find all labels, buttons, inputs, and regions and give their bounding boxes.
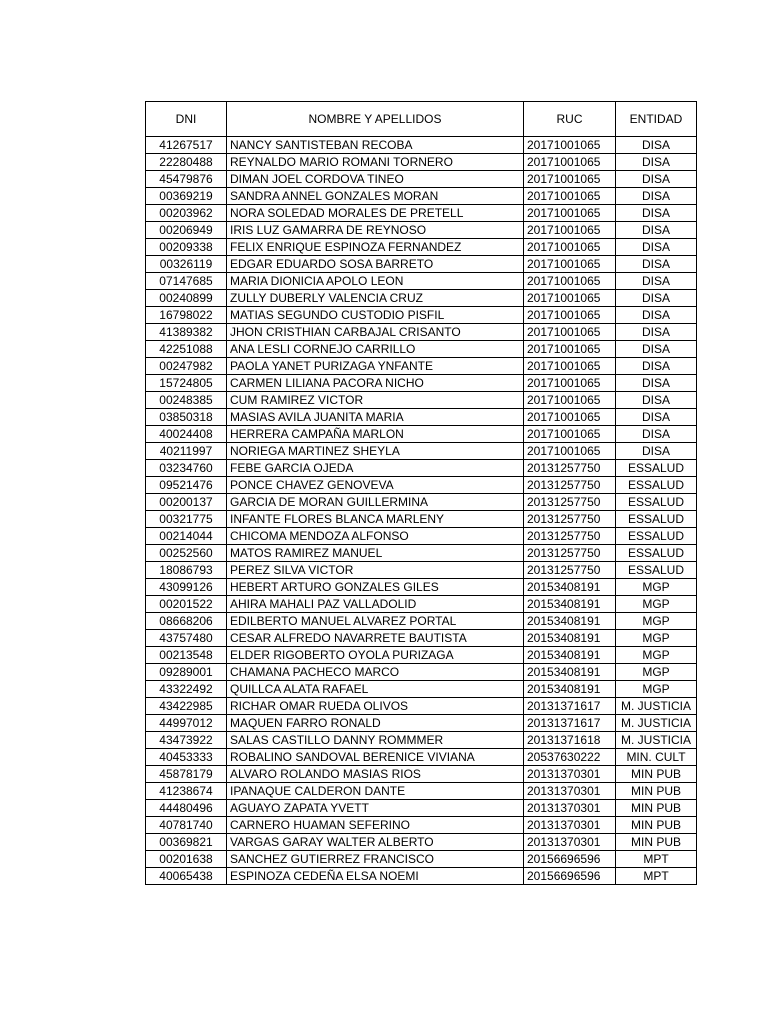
dni-cell: 00321775 — [146, 511, 227, 528]
entidad-cell: DISA — [616, 375, 697, 392]
dni-cell: 43422985 — [146, 698, 227, 715]
dni-cell: 00240899 — [146, 290, 227, 307]
ruc-cell: 20131257750 — [524, 477, 616, 494]
name-cell: IRIS LUZ GAMARRA DE REYNOSO — [227, 222, 524, 239]
entidad-cell: DISA — [616, 341, 697, 358]
ruc-cell: 20131370301 — [524, 766, 616, 783]
dni-cell: 40211997 — [146, 443, 227, 460]
table-row — [146, 154, 697, 171]
ruc-cell: 20131257750 — [524, 528, 616, 545]
dni-cell: 40453333 — [146, 749, 227, 766]
table-row — [146, 528, 697, 545]
dni-cell: 08668206 — [146, 613, 227, 630]
ruc-cell: 20153408191 — [524, 664, 616, 681]
ruc-cell: 20153408191 — [524, 613, 616, 630]
name-cell: HEBERT ARTURO GONZALES GILES — [227, 579, 524, 596]
dni-cell: 41238674 — [146, 783, 227, 800]
table-row — [146, 664, 697, 681]
name-cell: VARGAS GARAY WALTER ALBERTO — [227, 834, 524, 851]
dni-cell: 00200137 — [146, 494, 227, 511]
dni-cell: 41267517 — [146, 137, 227, 154]
ruc-cell: 20153408191 — [524, 596, 616, 613]
table-row — [146, 290, 697, 307]
table-row — [146, 630, 697, 647]
table-row — [146, 851, 697, 868]
header-entidad: ENTIDAD — [616, 102, 697, 137]
ruc-cell: 20171001065 — [524, 256, 616, 273]
name-cell: ESPINOZA CEDEÑA ELSA NOEMI — [227, 868, 524, 885]
table-row — [146, 613, 697, 630]
dni-cell: 44997012 — [146, 715, 227, 732]
ruc-cell: 20171001065 — [524, 239, 616, 256]
ruc-cell: 20131370301 — [524, 800, 616, 817]
name-cell: PEREZ SILVA VICTOR — [227, 562, 524, 579]
table-row — [146, 222, 697, 239]
entidad-cell: ESSALUD — [616, 562, 697, 579]
entidad-cell: DISA — [616, 290, 697, 307]
entidad-cell: MIN PUB — [616, 834, 697, 851]
ruc-cell: 20131257750 — [524, 511, 616, 528]
name-cell: SANDRA ANNEL GONZALES MORAN — [227, 188, 524, 205]
dni-cell: 45479876 — [146, 171, 227, 188]
name-cell: HERRERA CAMPAÑA MARLON — [227, 426, 524, 443]
ruc-cell: 20171001065 — [524, 443, 616, 460]
name-cell: REYNALDO MARIO ROMANI TORNERO — [227, 154, 524, 171]
table-row — [146, 477, 697, 494]
ruc-cell: 20171001065 — [524, 222, 616, 239]
entidad-cell: DISA — [616, 392, 697, 409]
dni-cell: 22280488 — [146, 154, 227, 171]
dni-cell: 40024408 — [146, 426, 227, 443]
table-row — [146, 834, 697, 851]
name-cell: NANCY SANTISTEBAN RECOBA — [227, 137, 524, 154]
name-cell: ELDER RIGOBERTO OYOLA PURIZAGA — [227, 647, 524, 664]
dni-cell: 41389382 — [146, 324, 227, 341]
dni-cell: 03850318 — [146, 409, 227, 426]
dni-cell: 00214044 — [146, 528, 227, 545]
dni-cell: 00206949 — [146, 222, 227, 239]
name-cell: PAOLA YANET PURIZAGA YNFANTE — [227, 358, 524, 375]
ruc-cell: 20537630222 — [524, 749, 616, 766]
entidad-cell: MGP — [616, 596, 697, 613]
table-row — [146, 341, 697, 358]
table-row — [146, 766, 697, 783]
ruc-cell: 20131371618 — [524, 732, 616, 749]
dni-cell: 00247982 — [146, 358, 227, 375]
table-row — [146, 698, 697, 715]
ruc-cell: 20156696596 — [524, 851, 616, 868]
name-cell: EDGAR EDUARDO SOSA BARRETO — [227, 256, 524, 273]
entidad-cell: MGP — [616, 664, 697, 681]
entidad-cell: ESSALUD — [616, 494, 697, 511]
name-cell: FELIX ENRIQUE ESPINOZA FERNANDEZ — [227, 239, 524, 256]
ruc-cell: 20171001065 — [524, 273, 616, 290]
entidad-cell: DISA — [616, 324, 697, 341]
table-row — [146, 188, 697, 205]
name-cell: INFANTE FLORES BLANCA MARLENY — [227, 511, 524, 528]
table-row — [146, 868, 697, 885]
entidad-cell: M. JUSTICIA — [616, 715, 697, 732]
table-row — [146, 256, 697, 273]
entidad-cell: DISA — [616, 358, 697, 375]
table-row — [146, 426, 697, 443]
dni-cell: 16798022 — [146, 307, 227, 324]
ruc-cell: 20171001065 — [524, 341, 616, 358]
entidad-cell: ESSALUD — [616, 460, 697, 477]
name-cell: CESAR ALFREDO NAVARRETE BAUTISTA — [227, 630, 524, 647]
dni-cell: 00203962 — [146, 205, 227, 222]
dni-cell: 43322492 — [146, 681, 227, 698]
table-row — [146, 749, 697, 766]
name-cell: ROBALINO SANDOVAL BERENICE VIVIANA — [227, 749, 524, 766]
name-cell: CHAMANA PACHECO MARCO — [227, 664, 524, 681]
entidad-cell: MGP — [616, 579, 697, 596]
dni-cell: 00369821 — [146, 834, 227, 851]
dni-cell: 00248385 — [146, 392, 227, 409]
table-row — [146, 817, 697, 834]
ruc-cell: 20131257750 — [524, 494, 616, 511]
table-row — [146, 545, 697, 562]
ruc-cell: 20171001065 — [524, 290, 616, 307]
entidad-cell: MGP — [616, 681, 697, 698]
ruc-cell: 20153408191 — [524, 579, 616, 596]
table-row — [146, 443, 697, 460]
ruc-cell: 20131370301 — [524, 834, 616, 851]
name-cell: PONCE CHAVEZ GENOVEVA — [227, 477, 524, 494]
header-dni: DNI — [146, 102, 227, 137]
dni-cell: 44480496 — [146, 800, 227, 817]
entidad-cell: ESSALUD — [616, 477, 697, 494]
dni-cell: 09289001 — [146, 664, 227, 681]
table-row — [146, 460, 697, 477]
entidad-cell: DISA — [616, 307, 697, 324]
table-row — [146, 647, 697, 664]
name-cell: MATOS RAMIREZ MANUEL — [227, 545, 524, 562]
dni-cell: 15724805 — [146, 375, 227, 392]
entidad-cell: DISA — [616, 222, 697, 239]
name-cell: FEBE GARCIA OJEDA — [227, 460, 524, 477]
ruc-cell: 20131370301 — [524, 817, 616, 834]
entidad-cell: MIN PUB — [616, 800, 697, 817]
header-ruc: RUC — [524, 102, 616, 137]
entidad-cell: ESSALUD — [616, 528, 697, 545]
name-cell: DIMAN JOEL CORDOVA TINEO — [227, 171, 524, 188]
table-row — [146, 324, 697, 341]
name-cell: CUM RAMIREZ VICTOR — [227, 392, 524, 409]
dni-cell: 40065438 — [146, 868, 227, 885]
table-row — [146, 409, 697, 426]
ruc-cell: 20171001065 — [524, 188, 616, 205]
dni-cell: 00213548 — [146, 647, 227, 664]
dni-cell: 09521476 — [146, 477, 227, 494]
table-row — [146, 171, 697, 188]
ruc-cell: 20171001065 — [524, 392, 616, 409]
ruc-cell: 20153408191 — [524, 630, 616, 647]
name-cell: SALAS CASTILLO DANNY ROMMMER — [227, 732, 524, 749]
table-row — [146, 375, 697, 392]
entidad-cell: DISA — [616, 239, 697, 256]
header-row — [146, 102, 697, 137]
dni-cell: 00201638 — [146, 851, 227, 868]
ruc-cell: 20171001065 — [524, 409, 616, 426]
name-cell: CARMEN LILIANA PACORA NICHO — [227, 375, 524, 392]
entidad-cell: MGP — [616, 647, 697, 664]
entidad-cell: DISA — [616, 409, 697, 426]
ruc-cell: 20153408191 — [524, 647, 616, 664]
table-body — [146, 137, 697, 885]
name-cell: CARNERO HUAMAN SEFERINO — [227, 817, 524, 834]
dni-cell: 43473922 — [146, 732, 227, 749]
table-row — [146, 239, 697, 256]
personnel-table — [145, 101, 697, 885]
entidad-cell: MIN PUB — [616, 817, 697, 834]
name-cell: ANA LESLI CORNEJO CARRILLO — [227, 341, 524, 358]
ruc-cell: 20153408191 — [524, 681, 616, 698]
entidad-cell: DISA — [616, 137, 697, 154]
ruc-cell: 20131371617 — [524, 715, 616, 732]
table-row — [146, 137, 697, 154]
dni-cell: 40781740 — [146, 817, 227, 834]
entidad-cell: MIN. CULT — [616, 749, 697, 766]
ruc-cell: 20131257750 — [524, 460, 616, 477]
dni-cell: 00209338 — [146, 239, 227, 256]
name-cell: MARIA DIONICIA APOLO LEON — [227, 273, 524, 290]
entidad-cell: DISA — [616, 154, 697, 171]
ruc-cell: 20131370301 — [524, 783, 616, 800]
entidad-cell: MPT — [616, 868, 697, 885]
table-row — [146, 358, 697, 375]
table-row — [146, 392, 697, 409]
ruc-cell: 20171001065 — [524, 205, 616, 222]
entidad-cell: MIN PUB — [616, 783, 697, 800]
entidad-cell: MGP — [616, 630, 697, 647]
name-cell: ALVARO ROLANDO MASIAS RIOS — [227, 766, 524, 783]
table-row — [146, 800, 697, 817]
name-cell: MAQUEN FARRO RONALD — [227, 715, 524, 732]
table-row — [146, 596, 697, 613]
header-name: NOMBRE Y APELLIDOS — [227, 102, 524, 137]
ruc-cell: 20156696596 — [524, 868, 616, 885]
entidad-cell: DISA — [616, 171, 697, 188]
ruc-cell: 20171001065 — [524, 307, 616, 324]
table-row — [146, 715, 697, 732]
ruc-cell: 20171001065 — [524, 358, 616, 375]
entidad-cell: MIN PUB — [616, 766, 697, 783]
entidad-cell: M. JUSTICIA — [616, 732, 697, 749]
name-cell: CHICOMA MENDOZA ALFONSO — [227, 528, 524, 545]
entidad-cell: ESSALUD — [616, 511, 697, 528]
dni-cell: 00369219 — [146, 188, 227, 205]
dni-cell: 00252560 — [146, 545, 227, 562]
dni-cell: 03234760 — [146, 460, 227, 477]
name-cell: AGUAYO ZAPATA YVETT — [227, 800, 524, 817]
name-cell: AHIRA MAHALI PAZ VALLADOLID — [227, 596, 524, 613]
name-cell: NORIEGA MARTINEZ SHEYLA — [227, 443, 524, 460]
name-cell: MATIAS SEGUNDO CUSTODIO PISFIL — [227, 307, 524, 324]
ruc-cell: 20171001065 — [524, 171, 616, 188]
ruc-cell: 20171001065 — [524, 375, 616, 392]
name-cell: EDILBERTO MANUEL ALVAREZ PORTAL — [227, 613, 524, 630]
entidad-cell: MGP — [616, 613, 697, 630]
ruc-cell: 20171001065 — [524, 154, 616, 171]
ruc-cell: 20131257750 — [524, 562, 616, 579]
entidad-cell: DISA — [616, 188, 697, 205]
table-row — [146, 732, 697, 749]
table-header — [146, 102, 697, 137]
name-cell: ZULLY DUBERLY VALENCIA CRUZ — [227, 290, 524, 307]
entidad-cell: DISA — [616, 256, 697, 273]
ruc-cell: 20131371617 — [524, 698, 616, 715]
dni-cell: 00201522 — [146, 596, 227, 613]
entidad-cell: MPT — [616, 851, 697, 868]
dni-cell: 45878179 — [146, 766, 227, 783]
dni-cell: 00326119 — [146, 256, 227, 273]
entidad-cell: M. JUSTICIA — [616, 698, 697, 715]
ruc-cell: 20131257750 — [524, 545, 616, 562]
ruc-cell: 20171001065 — [524, 137, 616, 154]
table-row — [146, 307, 697, 324]
ruc-cell: 20171001065 — [524, 324, 616, 341]
name-cell: GARCIA DE MORAN GUILLERMINA — [227, 494, 524, 511]
table-row — [146, 494, 697, 511]
name-cell: IPANAQUE CALDERON DANTE — [227, 783, 524, 800]
dni-cell: 43099126 — [146, 579, 227, 596]
entidad-cell: DISA — [616, 443, 697, 460]
entidad-cell: ESSALUD — [616, 545, 697, 562]
name-cell: QUILLCA ALATA RAFAEL — [227, 681, 524, 698]
dni-cell: 07147685 — [146, 273, 227, 290]
entidad-cell: DISA — [616, 426, 697, 443]
table-row — [146, 579, 697, 596]
name-cell: MASIAS AVILA JUANITA MARIA — [227, 409, 524, 426]
entidad-cell: DISA — [616, 205, 697, 222]
name-cell: RICHAR OMAR RUEDA OLIVOS — [227, 698, 524, 715]
dni-cell: 42251088 — [146, 341, 227, 358]
ruc-cell: 20171001065 — [524, 426, 616, 443]
name-cell: SANCHEZ GUTIERREZ FRANCISCO — [227, 851, 524, 868]
name-cell: NORA SOLEDAD MORALES DE PRETELL — [227, 205, 524, 222]
table-row — [146, 783, 697, 800]
dni-cell: 43757480 — [146, 630, 227, 647]
table-row — [146, 511, 697, 528]
name-cell: JHON CRISTHIAN CARBAJAL CRISANTO — [227, 324, 524, 341]
table-row — [146, 273, 697, 290]
dni-cell: 18086793 — [146, 562, 227, 579]
entidad-cell: DISA — [616, 273, 697, 290]
table-row — [146, 562, 697, 579]
table-row — [146, 205, 697, 222]
table-row — [146, 681, 697, 698]
